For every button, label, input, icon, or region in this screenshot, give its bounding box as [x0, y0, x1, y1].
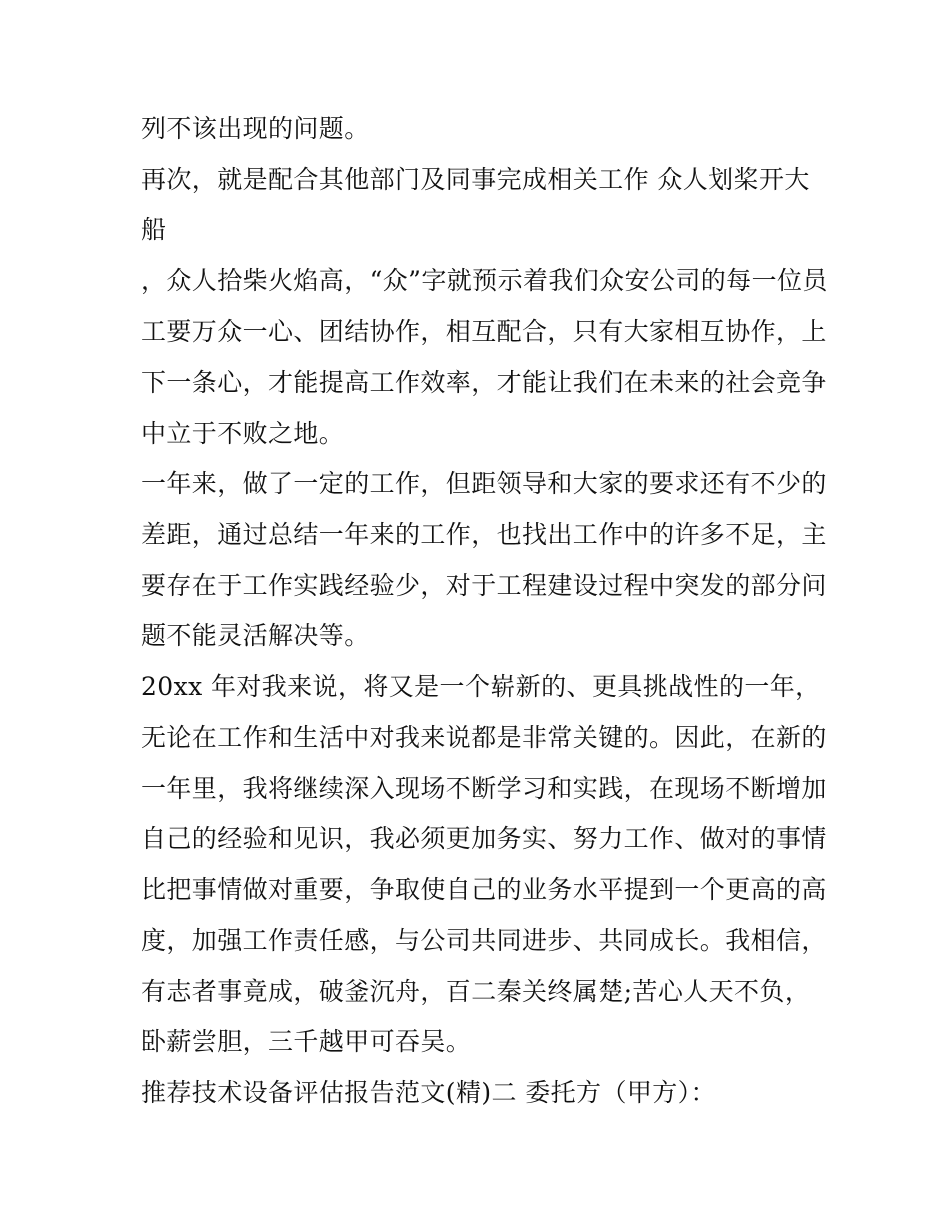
- text-line: 比把事情做对重要，争取使自己的业务水平提到一个更高的高: [141, 875, 827, 904]
- text-line: 卧薪尝胆，三千越甲可吞吴。: [141, 1027, 472, 1056]
- text-line: 要存在于工作实践经验少，对于工程建设过程中突发的部分问: [141, 571, 827, 600]
- text-line: 20xx 年对我来说，将又是一个崭新的、更具挑战性的一年，: [141, 672, 821, 701]
- text-line: 差距，通过总结一年来的工作，也找出工作中的许多不足，主: [141, 520, 827, 549]
- text-line: 下一条心，才能提高工作效率，才能让我们在未来的社会竞争: [141, 368, 827, 397]
- text-line: 自己的经验和见识，我必须更加务实、努力工作、做对的事情: [141, 824, 827, 853]
- text-line: 船: [141, 215, 167, 244]
- text-line: 题不能灵活解决等。: [141, 621, 370, 650]
- text-line: 一年里，我将继续深入现场不断学习和实践，在现场不断增加: [141, 774, 827, 803]
- text-line: 无论在工作和生活中对我来说都是非常关键的。因此，在新的: [141, 723, 827, 752]
- text-line: 列不该出现的问题。: [141, 114, 370, 143]
- text-line: 再次，就是配合其他部门及同事完成相关工作 众人划桨开大: [141, 165, 810, 194]
- text-line: 有志者事竟成，破釜沉舟，百二秦关终属楚;苦心人天不负，: [141, 977, 811, 1006]
- text-line: ，众人拾柴火焰高，“众”字就预示着我们众安公司的每一位员: [141, 266, 828, 295]
- text-line: 度，加强工作责任感，与公司共同进步、共同成长。我相信，: [141, 926, 827, 955]
- text-line: 中立于不败之地。: [141, 419, 345, 448]
- text-line: 推荐技术设备评估报告范文(精)二 委托方（甲方）：: [141, 1078, 716, 1107]
- text-line: 一年来，做了一定的工作，但距领导和大家的要求还有不少的: [141, 469, 827, 498]
- text-line: 工要万众一心、团结协作，相互配合，只有大家相互协作，上: [141, 317, 827, 346]
